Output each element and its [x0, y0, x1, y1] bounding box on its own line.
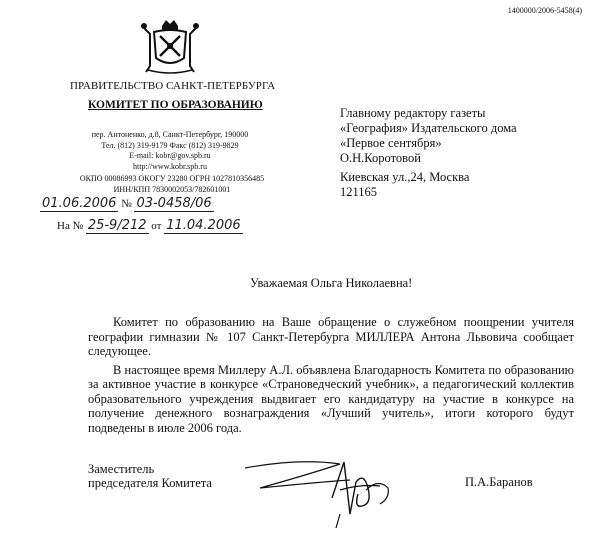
- incoming-reference-row: [57, 218, 243, 234]
- signatory-role: [88, 462, 212, 490]
- phone-fax-line: Тел. (812) 319-9179 Факс (812) 319-9829: [101, 140, 239, 150]
- department-name: КОМИТЕТ ПО ОБРАЗОВАНИЮ: [88, 99, 263, 111]
- recipient-postcode: 121165: [340, 185, 378, 199]
- contact-block: [70, 130, 270, 172]
- government-name: ПРАВИТЕЛЬСТВО САНКТ-ПЕТЕРБУРГА: [70, 80, 276, 92]
- recipient-line: Главному редактору газеты: [340, 106, 486, 120]
- from-label: от: [151, 220, 162, 232]
- recipient-block: [340, 106, 517, 166]
- signatory-role-line: председателя Комитета: [88, 476, 212, 490]
- registration-codes: [62, 173, 282, 195]
- body-paragraph: В настоящее время Миллеру А.Л. объявлена Благодарность Комитета по образованию за активное участие в конкурсе «Страноведческий учебник», а педагогический коллектив образовательного учреждения выдвигает его кандидатуру на участие в конкурсе на получение денежного вознаграждения «Лучший учитель», итоги которого будут подведены в июле 2006 года.: [88, 362, 574, 435]
- body-paragraph: Комитет по образованию на Ваше обращение о служебном поощрении учителя географии гимназии № 107 Санкт-Петербурга МИЛЛЕРА Антона Львовича сообщает следующее.: [88, 315, 574, 358]
- recipient-name: О.Н.Коротовой: [340, 151, 421, 165]
- address-line: пер. Антоненко, д.8, Санкт-Петербург, 190000: [91, 130, 249, 139]
- signatory-name: П.А.Баранов: [465, 475, 533, 489]
- incoming-prefix: На №: [57, 220, 84, 232]
- number-label: №: [121, 198, 132, 210]
- recipient-line: «Первое сентября»: [340, 136, 442, 150]
- outgoing-number-row: [40, 196, 214, 212]
- coat-of-arms-emblem: [140, 18, 200, 76]
- email-line: E-mail: kobr@gov.spb.ru: [129, 151, 211, 160]
- outgoing-number: 03-0458/06: [136, 196, 212, 211]
- recipient-address: [340, 170, 469, 200]
- recipient-street: Киевская ул.,24, Москва: [340, 170, 470, 184]
- codes-line: ОКПО 00086993 ОКОГУ 23280 ОГРН 1027810356485: [79, 174, 265, 183]
- outgoing-date: 01.06.2006: [42, 196, 117, 211]
- codes-line: ИНН/КПП 7830002053/782601001: [113, 185, 231, 194]
- website-line: http://www.kobr.spb.ru: [133, 161, 207, 171]
- recipient-line: «География» Издательского дома: [340, 121, 517, 135]
- signatory-role-line: Заместитель: [88, 462, 155, 476]
- greeting: Уважаемая Ольга Николаевна!: [250, 276, 413, 290]
- document-reference: 1400000/2006-5458(4): [507, 6, 582, 15]
- incoming-date: 11.04.2006: [166, 218, 241, 233]
- incoming-number: 25-9/212: [87, 218, 147, 233]
- handwritten-signature: [240, 454, 450, 534]
- letter-body: [88, 315, 574, 439]
